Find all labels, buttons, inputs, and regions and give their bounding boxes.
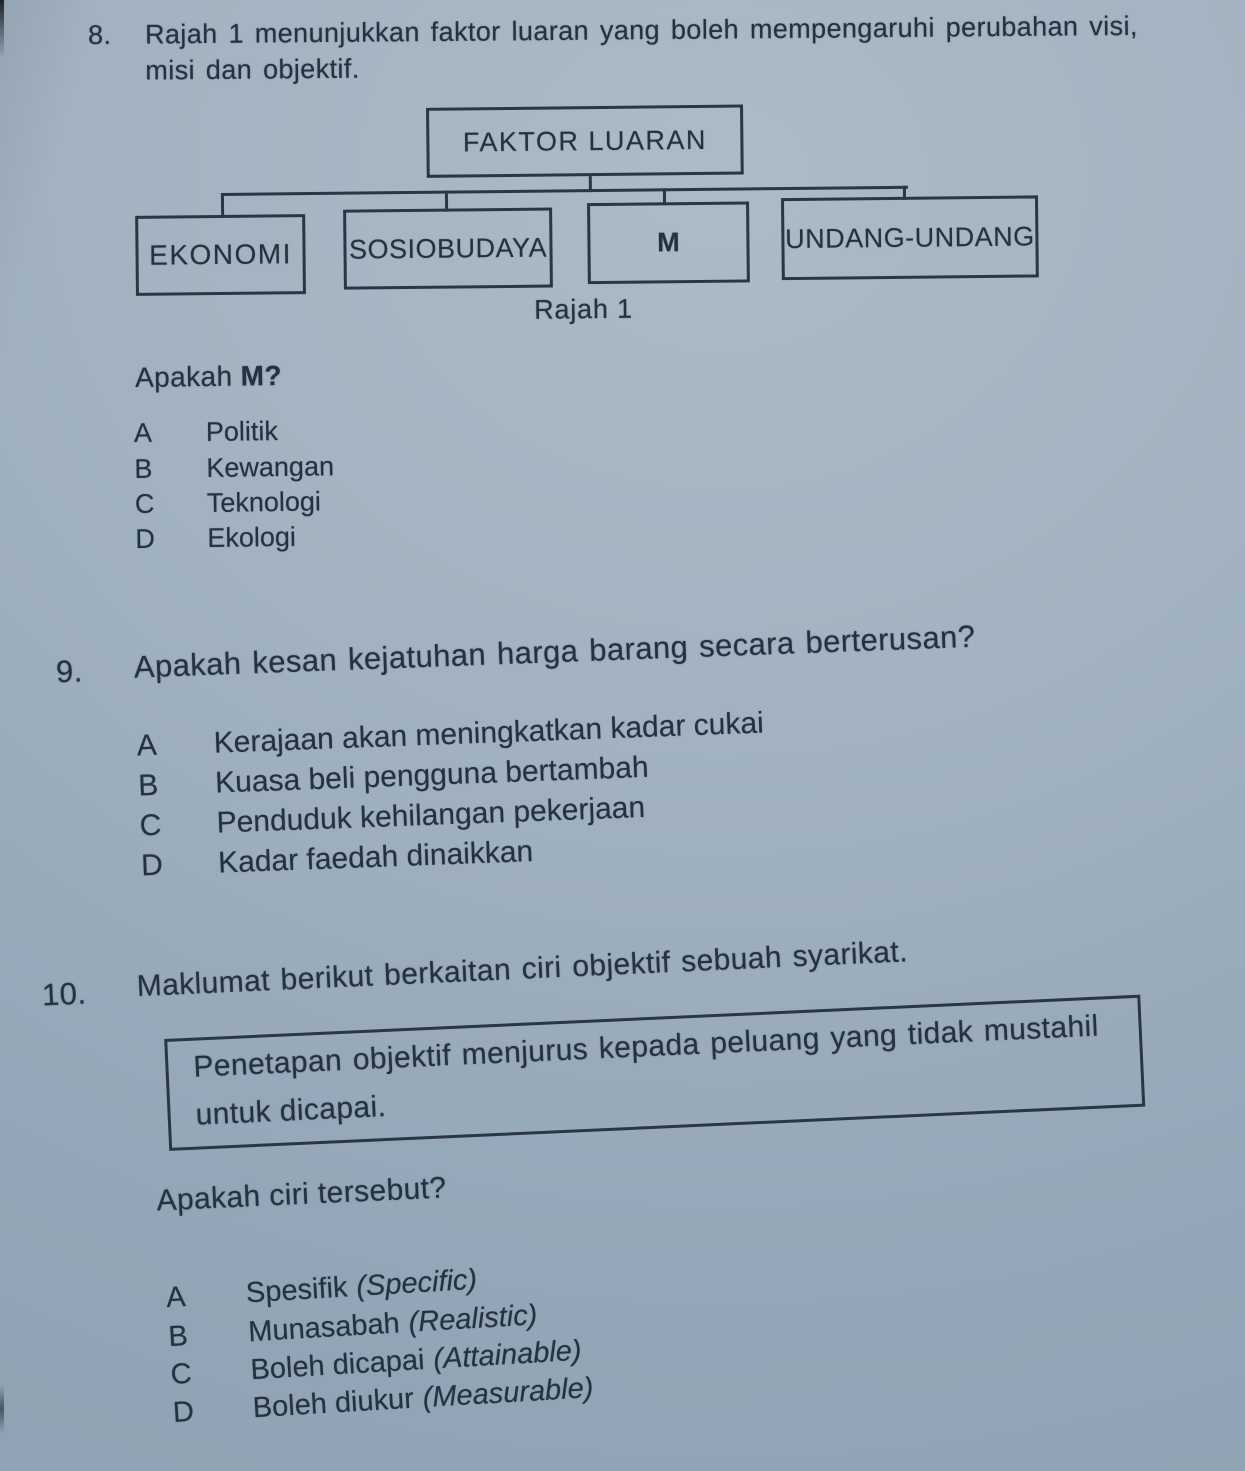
question-9-number: 9.	[55, 653, 84, 690]
option-letter: B	[167, 1319, 189, 1354]
option-label: Spesifik	[245, 1271, 349, 1310]
diagram-root-box: FAKTOR LUARAN	[426, 104, 744, 177]
option-label: Penduduk kehilangan pekerjaan	[216, 790, 646, 840]
option-letter: A	[136, 728, 158, 763]
question-10	[30, 896, 1232, 1469]
question-8-option-d	[135, 522, 296, 555]
option-label: Politik	[205, 416, 279, 448]
option-letter: A	[133, 417, 153, 449]
option-letter: D	[140, 848, 164, 883]
option-letter: C	[139, 808, 162, 843]
question-8-option-c	[135, 486, 321, 520]
option-label: Kuasa beli pengguna bertambah	[214, 750, 650, 800]
info-box-line-2: untuk dicapai.	[194, 1090, 387, 1132]
option-label: Boleh dicapai	[249, 1344, 426, 1387]
option-label: Kerajaan akan meningkatkan kadar cukai	[213, 706, 765, 760]
question-8-number: 8.	[87, 19, 112, 51]
scan-edge-artifact-top-left	[0, 0, 4, 58]
option-letter: D	[172, 1395, 195, 1429]
diagram-box-m: M	[587, 201, 750, 284]
question-10-options	[165, 1229, 1073, 1452]
question-8-option-a	[134, 416, 278, 449]
option-annotation: (Measurable)	[421, 1372, 595, 1415]
question-8-text-line-2: misi dan objektif.	[145, 53, 360, 86]
info-box-line-1: Penetapan objektif menjurus kepada peluang yang tidak mustahil	[192, 1009, 1100, 1084]
question-10-text: Maklumat berikut berkaitan ciri objektif sebuah syarikat.	[136, 935, 909, 1004]
diagram-connector-horizontal	[221, 186, 908, 196]
diagram-box-sosiobudaya: SOSIOBUDAYA	[343, 208, 553, 290]
option-letter: A	[165, 1281, 187, 1315]
scan-edge-artifact-bottom-left	[0, 1385, 4, 1433]
diagram-caption: Rajah 1	[533, 293, 633, 325]
question-10-info-box	[164, 995, 1145, 1151]
question-8-text-line-1: Rajah 1 menunjukkan faktor luaran yang boleh mempengaruhi perubahan visi,	[144, 10, 1138, 50]
option-label: Kadar faedah dinaikkan	[217, 835, 534, 880]
option-annotation: (Attainable)	[432, 1334, 583, 1376]
diagram-box-undang-undang: UNDANG-UNDANG	[781, 195, 1039, 280]
question-10-prompt: Apakah ciri tersebut?	[155, 1171, 448, 1218]
option-label: Boleh diukur	[251, 1382, 415, 1425]
question-8-option-b	[134, 451, 334, 485]
option-annotation: (Specific)	[355, 1263, 478, 1303]
option-label: Ekologi	[207, 521, 297, 554]
diagram-box-ekonomi: EKONOMI	[135, 214, 306, 296]
option-letter: B	[137, 768, 159, 803]
prompt-prefix: Apakah	[134, 360, 241, 393]
option-annotation: (Realistic)	[407, 1299, 539, 1339]
prompt-suffix: ?	[264, 359, 283, 392]
option-letter: D	[135, 523, 156, 555]
option-label: Teknologi	[206, 486, 322, 519]
question-9-text: Apakah kesan kejatuhan harga barang secara berterusan?	[133, 618, 976, 685]
question-9-option-d	[141, 835, 534, 883]
option-letter: C	[134, 488, 155, 520]
option-label: Kewangan	[206, 451, 335, 484]
option-letter: C	[169, 1357, 193, 1392]
question-10-number: 10.	[41, 975, 88, 1013]
question-8-prompt	[135, 360, 282, 394]
option-label: Munasabah	[247, 1307, 401, 1349]
question-8-header	[0, 0, 1245, 86]
question-9-option-a	[136, 707, 764, 764]
option-letter: B	[134, 453, 153, 485]
prompt-emphasized-m: M	[240, 360, 265, 392]
question-9	[40, 605, 1150, 945]
